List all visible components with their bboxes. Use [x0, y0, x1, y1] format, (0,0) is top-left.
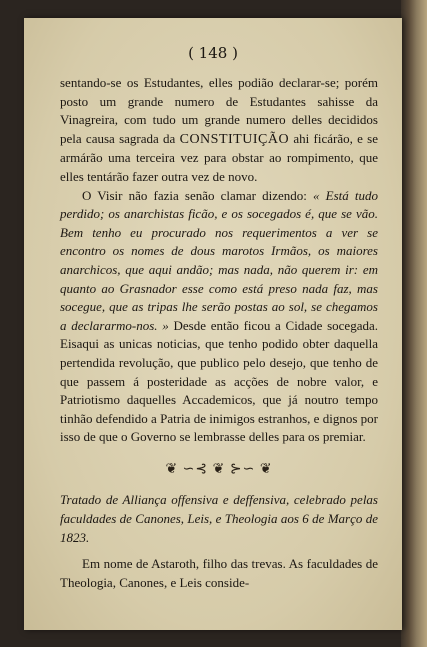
- paragraph-1-text-a: sentando-se os Estudantes, elles podião declarar-se; porém posto um grande numero de Estudantes sahisse da Vinagreira, com tudo um grande numero delles decididos pela causa sagrada da: [60, 75, 378, 146]
- book-page: [24, 18, 402, 630]
- paragraph-1-text-b: ahi ficárão, e se armárão uma terceira vez para obstar ao rompimento, que elles tentárão fazer outra vez de novo.: [60, 130, 378, 184]
- page-number: ( 148 ): [188, 44, 238, 62]
- paragraph-2: [60, 187, 378, 447]
- paragraph-1: [60, 74, 378, 187]
- ornament-divider: ❦ ∽⊰ ❦ ⊱∽ ❦: [165, 461, 273, 477]
- spacer: [60, 547, 378, 555]
- book-spine: [401, 0, 427, 647]
- paragraph-2-intro: O Visir não fazia senão clamar dizendo:: [82, 187, 314, 203]
- page-text: [60, 74, 378, 592]
- paragraph-3: Em nome de Astaroth, filho das trevas. As faculdades de Theologia, Canones, e Leis conside-: [60, 556, 378, 590]
- treaty-heading: Tratado de Alliança offensiva e deffensiva, celebrado pelas faculdades de Canones, Leis, e Theologia aos 6 de Março de 1823.: [60, 492, 378, 545]
- visir-quote: « Está tudo perdido; os anarchistas ficão, e os socegados é, que se vão. Bem tenho eu procurado nos requerimentos a ver se encontro os nomes de dous marotos Irmãos, os maiores anarchicos, que aqui andão; mas nada, não querem ir: em quanto ao Grasnador esse como está preso nada faz, mas socegue, que as tripas lhe serão postas ao sol, se chegamos a declararmo-nos. »: [60, 187, 378, 333]
- constituicao-word: CONSTITUIÇÃO: [179, 131, 290, 147]
- paragraph-2-text: Desde então ficou a Cidade socegada. Eisaqui as unicas noticias, que tenho podido obter daquella pertendida revolução, que publico pelo desejo, que tenho de que passem á posteridade as acções de nobre valor, e Patriotismo daquelles Accademicos, que já noutro tempo tinhão defendido a Patria de inimigos estranhos, e dignos por isso de que o Governo se lembrasse delles para os premiar.: [60, 317, 378, 445]
